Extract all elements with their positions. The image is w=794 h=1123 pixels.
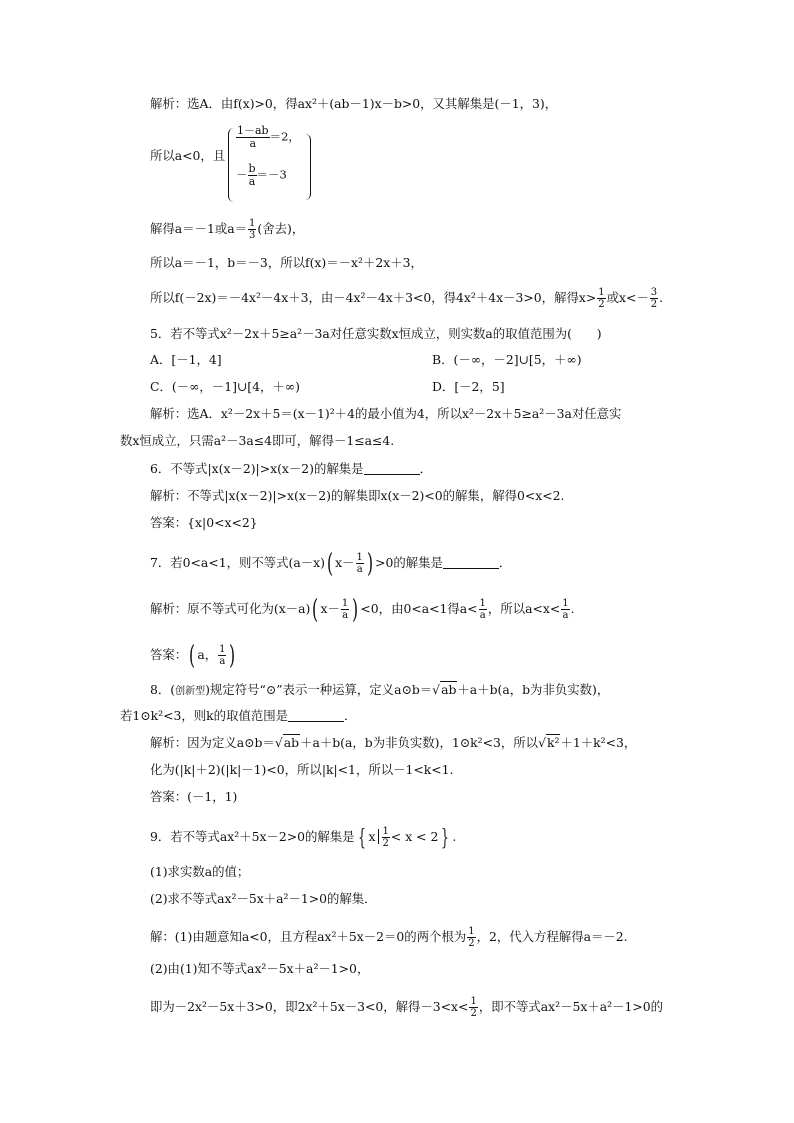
q4-solution-line5: 所以f(－2x)＝－4x²－4x＋3，由－4x²－4x＋3<0，得4x²＋4x－3>0，解得x> $\frac{1}{2}$ 或x<－ $\frac{3}{2}$ . <box>150 287 664 310</box>
q8-stem-line2: 若1⊙k²<3，则k的取值范围是 ． <box>120 708 357 723</box>
q8-solution-line2: 化为(|k|＋2)(|k|－1)<0，所以|k|<1，所以－1<k<1. <box>150 762 454 777</box>
q7-answer: 答案：( a， $\frac{1}{a}$ ) <box>150 640 236 671</box>
q9-part1: (1)求实数a的值； <box>150 864 250 879</box>
q8-stem-line1: 8．(创新型)规定符号“⊙”表示一种运算，定义a⊙b＝√ab＋a＋b(a，b为非负实数)， <box>150 682 610 697</box>
q5-stem: 5．若不等式x²－2x＋5≥a²－3a对任意实数x恒成立，则实数a的取值范围为( ) <box>150 326 602 341</box>
answer-blank <box>364 462 420 475</box>
q5-solution-line1: 解析：选A．x²－2x＋5＝(x－1)²＋4的最小值为4，所以x²－2x＋5≥a²－3a对任意实 <box>150 406 622 421</box>
system-row-2: － $\frac{b}{a}$ ＝－3 <box>236 162 287 188</box>
equation-system-right-paren <box>302 134 311 200</box>
q4-solution-line1: 解析：选A．由f(x)>0，得ax²＋(ab－1)x－b>0，又其解集是(－1，3)， <box>150 96 558 111</box>
q4-solution-line3: 解得a＝－1或a＝ $\frac{1}{3}$ (舍去)， <box>150 218 305 241</box>
q6-stem: 6．不等式|x(x－2)|>x(x－2)的解集是 ． <box>150 461 432 476</box>
q9-solution-line1: 解：(1)由题意知a<0，且方程ax²＋5x－2＝0的两个根为 $\frac{1}{2}$ ，2，代入方程解得a＝－2. <box>150 926 628 949</box>
q5-option-a: A．[－1，4] <box>150 352 222 367</box>
innovation-tag: 创新型 <box>175 686 206 697</box>
q5-option-b: B．(－∞，－2]∪[5，＋∞) <box>432 352 582 367</box>
answer-blank <box>288 709 344 722</box>
q9-part2: (2)求不等式ax²－5x＋a²－1>0的解集． <box>150 891 377 906</box>
system-row-1: $\frac{1-ab}{a}$ ＝2， <box>237 124 300 150</box>
q7-solution: 解析：原不等式可化为(x－a)( x－ $\frac{1}{a}$ ) <0，由0<a<1得a< $\frac{1}{a}$ ，所以a<x< $\frac{1}{a}$ . <box>150 594 575 625</box>
q5-option-c: C．(－∞，－1]∪[4，＋∞) <box>150 379 300 394</box>
q8-solution-line1: 解析：因为定义a⊙b＝√ab＋a＋b(a，b为非负实数)，1⊙k²<3，所以√k²＋1＋k²<3， <box>150 735 637 750</box>
q4-solution-line4: 所以a＝－1，b＝－3，所以f(x)＝－x²＋2x＋3， <box>150 255 423 270</box>
q9-solution-line2: (2)由(1)知不等式ax²－5x＋a²－1>0， <box>150 961 370 976</box>
q9-solution-line3: 即为－2x²－5x＋3>0，即2x²＋5x－3<0，解得－3<x< $\frac{1}{2}$ ，即不等式ax²－5x＋a²－1>0的 <box>150 996 664 1019</box>
q4-solution-line2-prefix: 所以a<0，且 <box>150 148 226 163</box>
q5-option-d: D．[－2，5] <box>432 379 505 394</box>
q8-answer: 答案：(－1，1) <box>150 789 238 804</box>
q5-solution-line2: 数x恒成立，只需a²－3a≤4即可，解得－1≤a≤4. <box>120 433 395 448</box>
answer-blank <box>443 556 499 569</box>
q9-stem: 9．若不等式ax²＋5x－2>0的解集是 { x $\frac{1}{2}$ < x < 2 } . <box>150 826 457 851</box>
q6-answer: 答案：{x|0<x<2} <box>150 515 258 530</box>
q6-solution: 解析：不等式|x(x－2)|>x(x－2)的解集即x(x－2)<0的解集，解得0<x<2. <box>150 488 565 503</box>
q7-stem: 7．若0<a<1，则不等式(a－x)( x－ $\frac{1}{a}$ ) >0的解集是 ． <box>150 548 512 579</box>
